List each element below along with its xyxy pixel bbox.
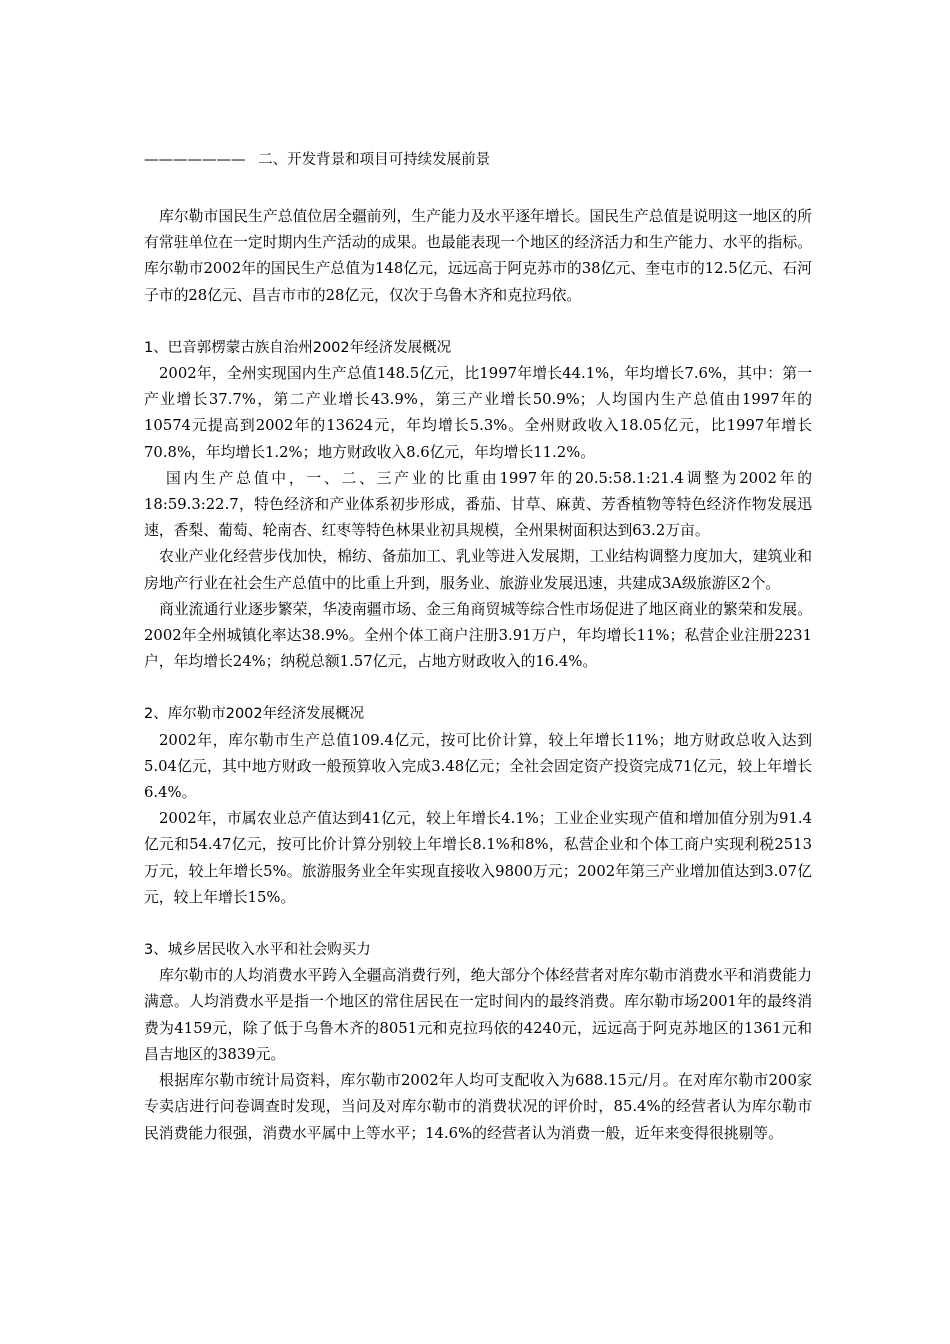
section-3-paragraph-1: 库尔勒市的人均消费水平跨入全疆高消费行列，绝大部分个体经营者对库尔勒市消费水平和消费能力满意。人均消费水平是指一个地区的常住居民在一定时间内的最终消费。库尔勒市场2001年的最终消费为4159元，除了低于乌鲁木齐的8051元和克拉玛依的4240元，远远高于阿克苏地区的1361元和昌吉地区的3839元。 <box>144 967 812 1063</box>
section-1-title: 1、巴音郭楞蒙古族自治州2002年经济发展概况 <box>144 339 452 356</box>
section-3-title: 3、城乡居民收入水平和社会购买力 <box>144 942 371 959</box>
section-1-paragraph-3: 农业产业化经营步伐加快，棉纺、备茄加工、乳业等进入发展期，工业结构调整力度加大，建筑业和房地产行业在社会生产总值中的比重上升到，服务业、旅游业发展迅速，共建成3A级旅游区2个。 <box>144 548 812 592</box>
section-1-paragraph-2: 国内生产总值中，一、二、三产业的比重由1997年的20.5:58.1:21.4调整为2002年的18:59.3:22.7，特色经济和产业体系初步形成，番茄、甘草、麻黄、芳香植物等特色经济作物发展迅速，香梨、葡萄、轮南杏、红枣等特色林果业初具规模，全州果树面积达到63.2万亩。 <box>144 469 812 540</box>
chapter-title: 二、开发背景和项目可持续发展前景 <box>258 152 491 168</box>
document-page <box>144 146 812 1147</box>
chapter-heading <box>144 146 812 174</box>
section-1-paragraph-1: 2002年，全州实现国内生产总值148.5亿元，比1997年增长44.1%，年均增长7.6%，其中：第一产业增长37.7%，第二产业增长43.9%，第三产业增长50.9%；人均国内生产总值由1997年的10574元提高到2002年的13624元，年均增长5.3%。全州财政收入18.05亿元，比1997年增长70.8%，年均增长1.2%；地方财政收入8.6亿元，年均增长11.2%。 <box>144 365 812 461</box>
section-2-paragraph-1: 2002年，库尔勒市生产总值109.4亿元，按可比价计算，较上年增长11%；地方财政总收入达到5.04亿元，其中地方财政一般预算收入完成3.48亿元；全社会固定资产投资完成71亿元，较上年增长6.4%。 <box>144 731 812 802</box>
section-1-paragraph-4: 商业流通行业逐步繁荣，华凌南疆市场、金三角商贸城等综合性市场促进了地区商业的繁荣和发展。2002年全州城镇化率达38.9%。全州个体工商户注册3.91万户，年均增长11%；私营企业注册2231户，年均增长24%；纳税总额1.57亿元，占地方财政收入的16.4%。 <box>144 600 812 671</box>
section-2-paragraph-2: 2002年，市属农业总产值达到41亿元，较上年增长4.1%；工业企业实现产值和增加值分别为91.4亿元和54.47亿元，按可比价计算分别较上年增长8.1%和8%，私营企业和个体工商户实现利税2513万元，较上年增长5%。旅游服务业全年实现直接收入9800万元；2002年第三产业增加值达到3.07亿元，较上年增长15%。 <box>144 810 812 906</box>
intro-paragraph: 库尔勒市国民生产总值位居全疆前列，生产能力及水平逐年增长。国民生产总值是说明这一地区的所有常驻单位在一定时期内生产活动的成果。也最能表现一个地区的经济活力和生产能力、水平的指标。库尔勒市2002年的国民生产总值为148亿元，远远高于阿克苏市的38亿元、奎屯市的12.5亿元、石河子市的28亿元、昌吉市市的28亿元，仅次于乌鲁木齐和克拉玛依。 <box>144 208 812 304</box>
section-3-paragraph-2: 根据库尔勒市统计局资料，库尔勒市2002年人均可支配收入为688.15元/月。在对库尔勒市200家专卖店进行问卷调查时发现，当问及对库尔勒市的消费状况的评价时，85.4%的经营者认为库尔勒市民消费能力很强，消费水平属中上等水平；14.6%的经营者认为消费一般，近年来变得很挑剔等。 <box>144 1072 812 1142</box>
heading-dashes: ——————— <box>144 152 246 168</box>
section-2-title: 2、库尔勒市2002年经济发展概况 <box>144 706 365 723</box>
